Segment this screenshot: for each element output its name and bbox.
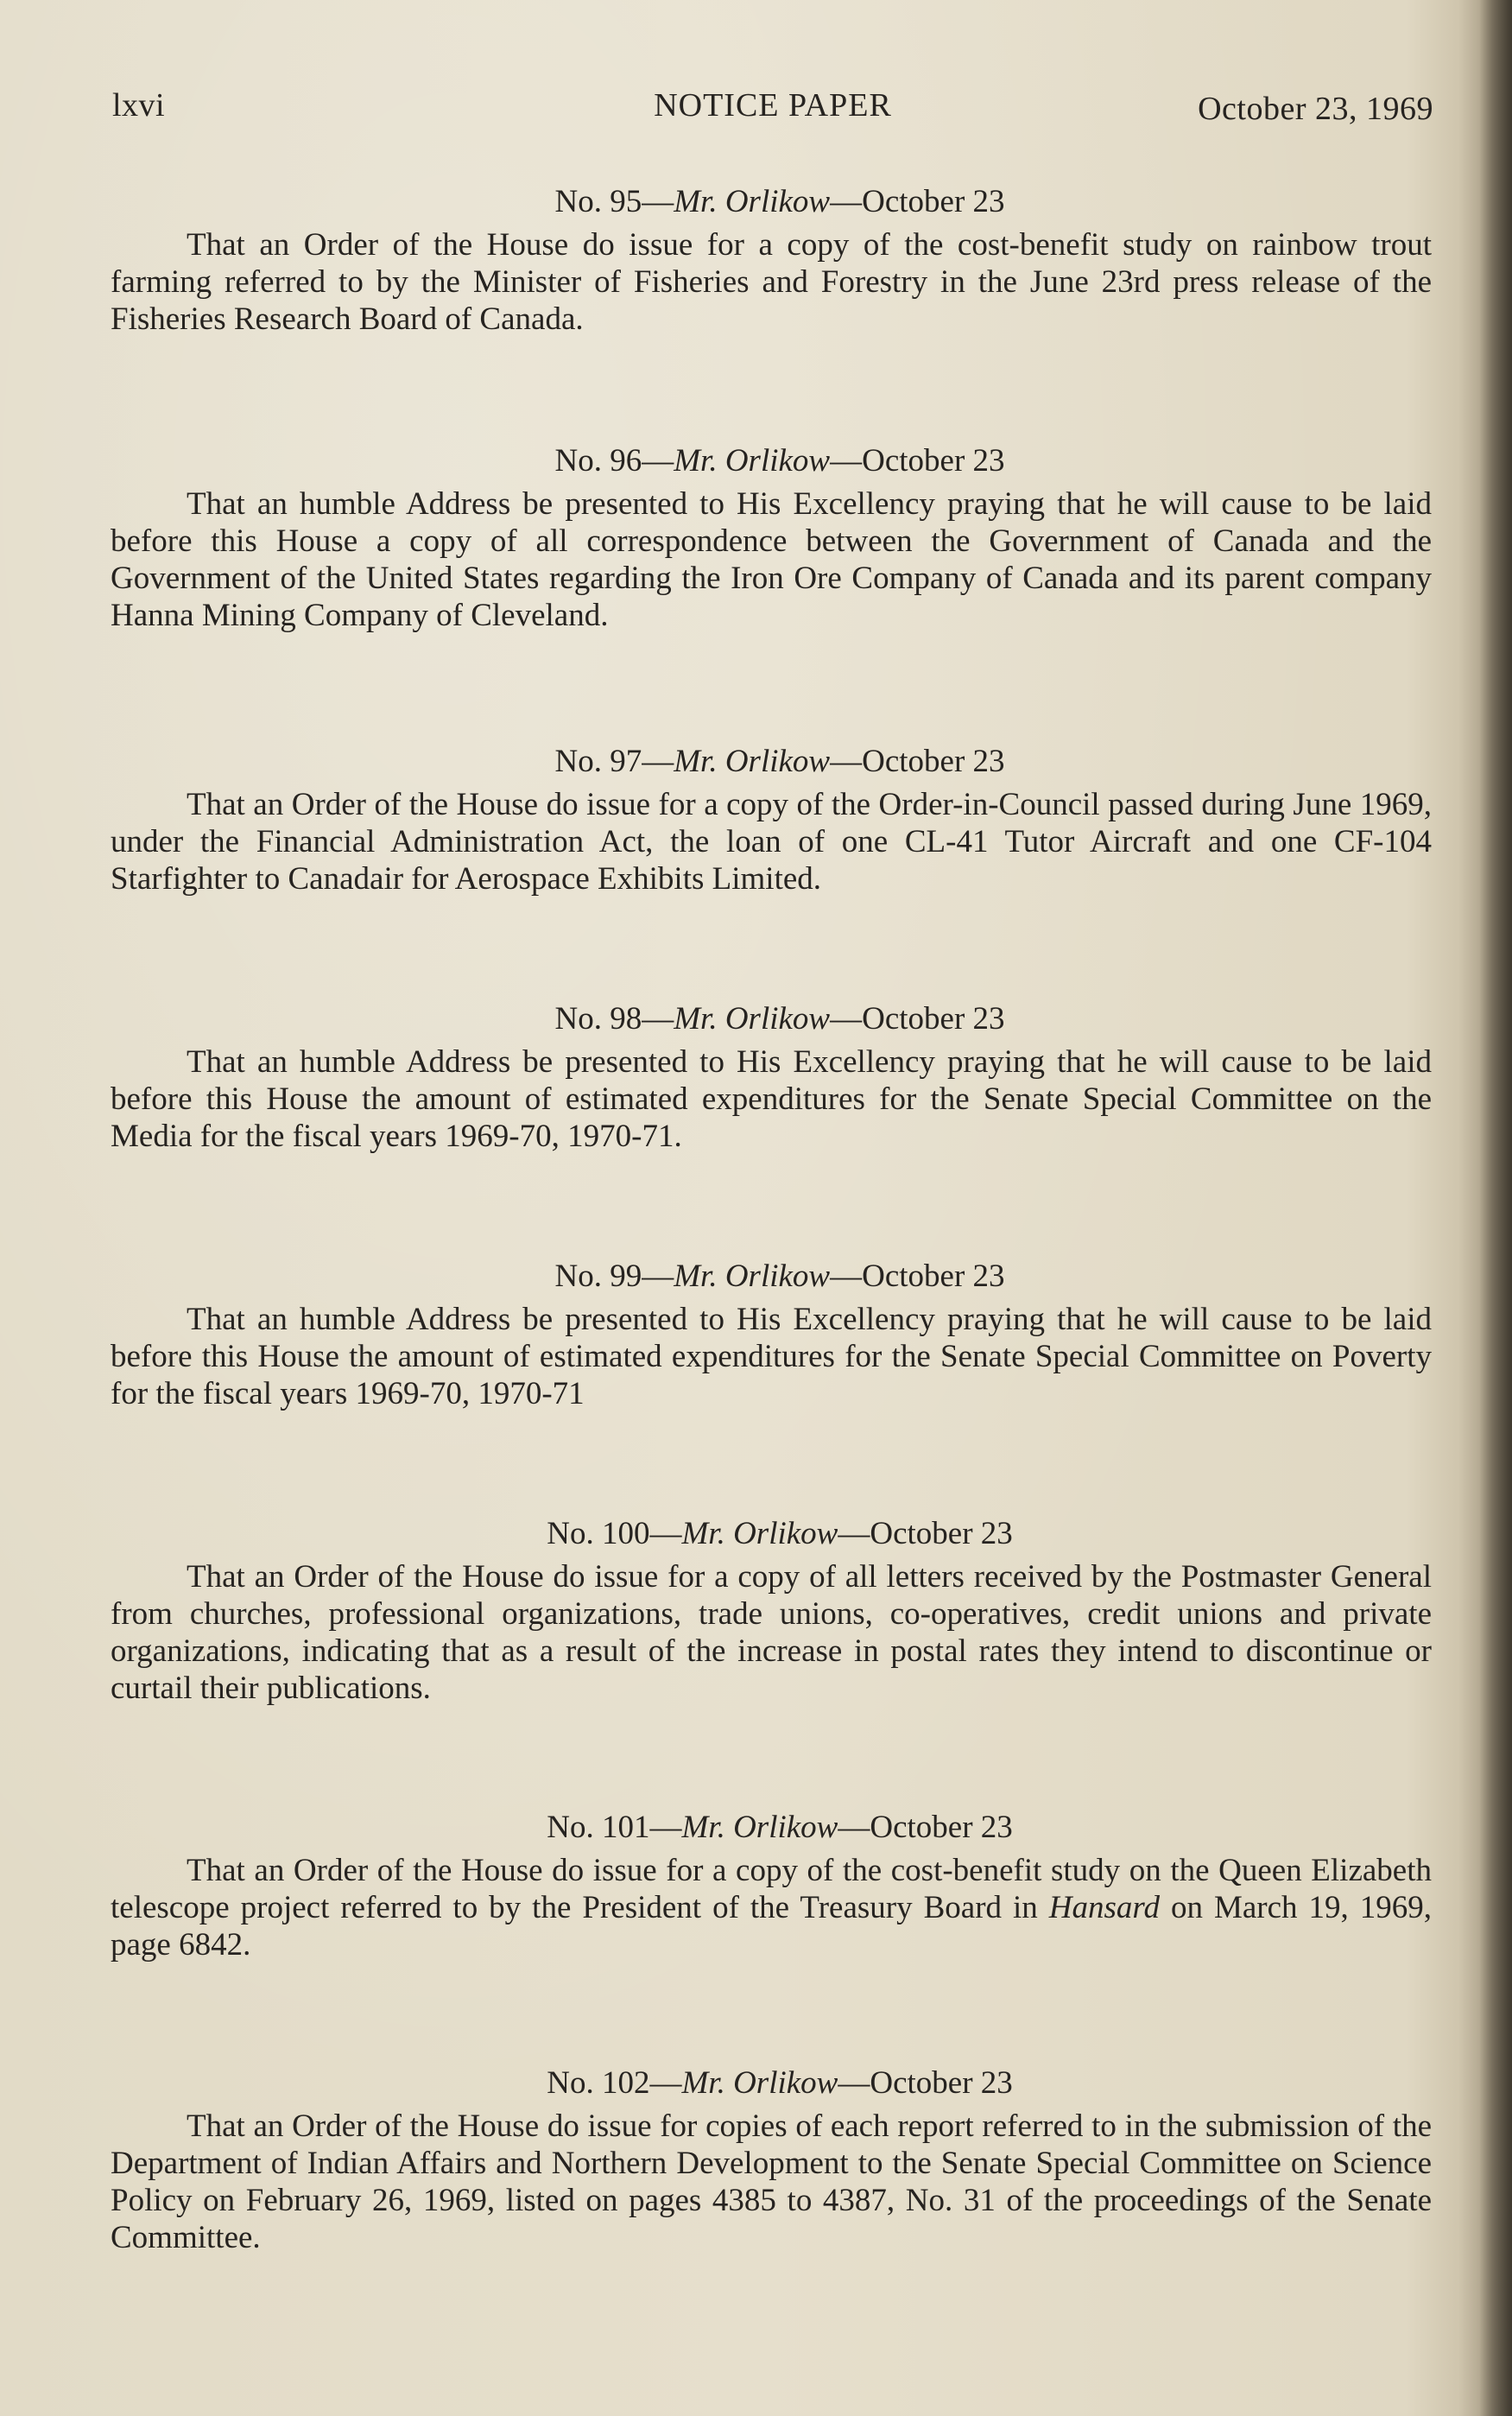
notice-102 xyxy=(111,2064,1432,2256)
notice-text xyxy=(111,1852,1432,1963)
notice-101 xyxy=(111,1809,1432,1963)
page-date: October 23, 1969 xyxy=(1198,91,1433,127)
notice-number: No. 102 xyxy=(547,2065,650,2101)
notice-text: That an Order of the House do issue for a copy of all letters received by the Postmaster General from churches, professional organizations, trade unions, co-operatives, credit unions and private organizations, indicating that as a result of the increase in postal rates they intend to discontinue or curtail their publications. xyxy=(111,1559,1432,1706)
page-folio: lxvi xyxy=(112,87,166,124)
notice-date: October 23 xyxy=(862,184,1005,219)
notice-heading: No. 97—Mr. Orlikow—October 23 xyxy=(554,744,1005,779)
notice-number: No. 100 xyxy=(547,1516,650,1551)
notice-99 xyxy=(111,1258,1432,1412)
notice-date: October 23 xyxy=(862,1001,1005,1037)
notice-member: Mr. Orlikow xyxy=(681,1516,838,1551)
notice-member: Mr. Orlikow xyxy=(674,443,831,479)
notice-number: No. 96 xyxy=(554,443,642,479)
notice-heading: No. 98—Mr. Orlikow—October 23 xyxy=(554,1001,1005,1037)
notice-97 xyxy=(111,743,1432,897)
notice-text: That an Order of the House do issue for a copy of the cost-benefit study on rainbow trout farming referred to by the Minister of Fisheries and Forestry in the June 23rd press release of the Fisheries Research Board of Canada. xyxy=(111,227,1432,337)
notice-number: No. 97 xyxy=(554,744,642,779)
notice-date: October 23 xyxy=(870,1810,1013,1845)
notice-member: Mr. Orlikow xyxy=(674,1001,831,1037)
notice-heading: No. 102—Mr. Orlikow—October 23 xyxy=(547,2065,1013,2101)
notice-text-start: That an Order of the House do issue for a copy of the cost-benefit study on the Queen Elizabeth telescope project referred to by the President of the Treasury Board in xyxy=(111,1853,1432,1925)
notice-date: October 23 xyxy=(870,1516,1013,1551)
notice-heading: No. 101—Mr. Orlikow—October 23 xyxy=(547,1810,1013,1845)
notice-date: October 23 xyxy=(862,744,1005,779)
notice-text: That an Order of the House do issue for copies of each report referred to in the submission of the Department of Indian Affairs and Northern Development to the Senate Special Committee on Science Policy on February 26, 1969, listed on pages 4385 to 4387, No. 31 of the proceedings of the Senate Committee. xyxy=(111,2108,1432,2255)
notice-date: October 23 xyxy=(870,2065,1013,2101)
notice-member: Mr. Orlikow xyxy=(681,1810,838,1845)
binding-shadow xyxy=(1479,0,1512,2416)
notice-heading: No. 95—Mr. Orlikow—October 23 xyxy=(554,184,1005,219)
notice-96 xyxy=(111,442,1432,634)
notice-text: That an Order of the House do issue for a copy of the Order-in-Council passed during June 1969, under the Financial Administration Act, the loan of one CL-41 Tutor Aircraft and one CF-104 Starfighter to Canadair for Aerospace Exhibits Limited. xyxy=(111,787,1432,897)
notice-number: No. 95 xyxy=(554,184,642,219)
notice-heading: No. 96—Mr. Orlikow—October 23 xyxy=(554,443,1005,479)
notice-text: That an humble Address be presented to His Excellency praying that he will cause to be laid before this House the amount of estimated expenditures for the Senate Special Committee on Poverty for the fiscal years 1969-70, 1970-71 xyxy=(111,1302,1432,1411)
notice-member: Mr. Orlikow xyxy=(674,1259,831,1294)
notice-98 xyxy=(111,1000,1432,1155)
notice-100 xyxy=(111,1515,1432,1707)
notice-date: October 23 xyxy=(862,1259,1005,1294)
page-header xyxy=(112,86,1433,138)
hansard-reference: Hansard xyxy=(1048,1890,1160,1925)
notice-number: No. 99 xyxy=(554,1259,642,1294)
notice-member: Mr. Orlikow xyxy=(674,744,831,779)
notice-heading: No. 100—Mr. Orlikow—October 23 xyxy=(547,1516,1013,1551)
notice-member: Mr. Orlikow xyxy=(681,2065,838,2101)
notice-date: October 23 xyxy=(862,443,1005,479)
notice-text-end: on March 19, 1969, page 6842. xyxy=(111,1890,1432,1963)
notice-number: No. 101 xyxy=(547,1810,650,1845)
notice-text: That an humble Address be presented to His Excellency praying that he will cause to be laid before this House a copy of all correspondence between the Government of Canada and the Government of the United States regarding the Iron Ore Company of Canada and its parent company Hanna Mining Company of Cleveland. xyxy=(111,486,1432,633)
page-title: NOTICE PAPER xyxy=(654,87,892,124)
notice-member: Mr. Orlikow xyxy=(674,184,831,219)
notice-heading: No. 99—Mr. Orlikow—October 23 xyxy=(554,1259,1005,1294)
notice-95 xyxy=(111,183,1432,338)
notice-number: No. 98 xyxy=(554,1001,642,1037)
notice-text: That an humble Address be presented to His Excellency praying that he will cause to be laid before this House the amount of estimated expenditures for the Senate Special Committee on the Media for the fiscal years 1969-70, 1970-71. xyxy=(111,1044,1432,1154)
